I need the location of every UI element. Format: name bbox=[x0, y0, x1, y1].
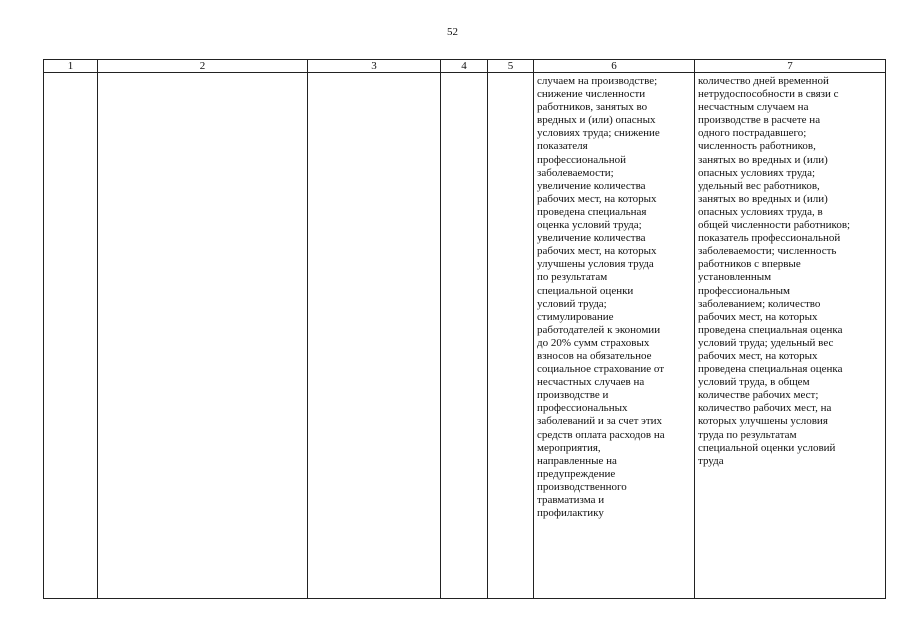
text-line: профилактику bbox=[537, 507, 604, 520]
text-line: труда bbox=[698, 454, 724, 467]
text-line: занятых во вредных и (или) bbox=[698, 153, 828, 166]
text-line: специальной оценки условий bbox=[698, 441, 836, 454]
text-line: несчастных случаев на bbox=[537, 376, 645, 389]
cell-col-6-text bbox=[534, 73, 694, 520]
text-line: условий труда; удельный вес bbox=[698, 336, 834, 349]
text-line: количество рабочих мест, на bbox=[698, 402, 832, 415]
header-row bbox=[44, 60, 886, 73]
text-line: улучшены условия труда bbox=[537, 258, 654, 271]
text-line: установленным bbox=[698, 271, 772, 284]
column-header-3: 3 bbox=[308, 60, 441, 73]
text-line: профессиональным bbox=[698, 284, 790, 297]
cell-col-5 bbox=[488, 73, 534, 599]
text-line: увеличение количества bbox=[537, 179, 646, 192]
text-line: заболеваемости; bbox=[537, 166, 614, 179]
column-header-1: 1 bbox=[44, 60, 98, 73]
text-line: производстве и bbox=[537, 389, 609, 402]
column-header-4: 4 bbox=[441, 60, 488, 73]
text-line: рабочих мест, на которых bbox=[698, 310, 818, 323]
text-line: оценка условий труда; bbox=[537, 219, 642, 232]
text-line: до 20% сумм страховых bbox=[537, 336, 650, 349]
text-line: работников, занятых во bbox=[537, 101, 648, 114]
cell-col-2 bbox=[98, 73, 308, 599]
text-line: направленные на bbox=[537, 454, 617, 467]
text-line: проведена специальная оценка bbox=[698, 323, 843, 336]
text-line: средств оплата расходов на bbox=[537, 428, 665, 441]
text-line: профессиональных bbox=[537, 402, 628, 415]
text-line: показатель профессиональной bbox=[698, 232, 841, 245]
cell-col-7-text bbox=[695, 73, 885, 468]
column-header-6: 6 bbox=[534, 60, 695, 73]
text-line: по результатам bbox=[537, 271, 608, 284]
text-line: взносов на обязательное bbox=[537, 349, 652, 362]
text-line: опасных условиях труда; bbox=[698, 166, 816, 179]
column-header-2: 2 bbox=[98, 60, 308, 73]
text-line: условиях труда; снижение bbox=[537, 127, 660, 140]
text-line: несчастным случаем на bbox=[698, 101, 809, 114]
text-line: проведена специальная bbox=[537, 205, 647, 218]
text-line: численность работников, bbox=[698, 140, 816, 153]
cell-col-7 bbox=[695, 73, 886, 599]
cell-col-6 bbox=[534, 73, 695, 599]
column-header-5: 5 bbox=[488, 60, 534, 73]
cell-col-3 bbox=[308, 73, 441, 599]
text-line: специальной оценки bbox=[537, 284, 634, 297]
text-line: снижение численности bbox=[537, 88, 646, 101]
text-line: производстве в расчете на bbox=[698, 114, 821, 127]
text-line: заболеваемости; численность bbox=[698, 245, 837, 258]
text-line: вредных и (или) опасных bbox=[537, 114, 656, 127]
text-line: которых улучшены условия bbox=[698, 415, 828, 428]
text-line: производственного bbox=[537, 480, 627, 493]
text-line: занятых во вредных и (или) bbox=[698, 192, 828, 205]
cell-col-4 bbox=[441, 73, 488, 599]
text-line: социальное страхование от bbox=[537, 363, 665, 376]
text-line: рабочих мест, на которых bbox=[537, 245, 657, 258]
text-line: случаем на производстве; bbox=[537, 75, 658, 87]
text-line: мероприятия, bbox=[537, 441, 601, 454]
text-line: рабочих мест, на которых bbox=[537, 192, 657, 205]
table-row bbox=[44, 73, 886, 599]
text-line: удельный вес работников, bbox=[698, 179, 820, 192]
text-line: условий труда, в общем bbox=[698, 376, 810, 389]
text-line: условий труда; bbox=[537, 297, 607, 310]
text-line: количество дней временной bbox=[698, 75, 829, 87]
text-line: заболеванием; количество bbox=[698, 297, 821, 310]
text-line: увеличение количества bbox=[537, 232, 646, 245]
text-line: одного пострадавшего; bbox=[698, 127, 807, 140]
text-line: профессиональной bbox=[537, 153, 626, 166]
text-line: опасных условиях труда, в bbox=[698, 205, 823, 218]
text-line: стимулирование bbox=[537, 310, 614, 323]
text-line: количестве рабочих мест; bbox=[698, 389, 819, 402]
text-line: рабочих мест, на которых bbox=[698, 349, 818, 362]
text-line: общей численности работников; bbox=[698, 219, 851, 232]
text-line: предупреждение bbox=[537, 467, 616, 480]
cell-col-1 bbox=[44, 73, 98, 599]
text-line: работников с впервые bbox=[698, 258, 801, 271]
text-line: показателя bbox=[537, 140, 588, 153]
text-line: нетрудоспособности в связи с bbox=[698, 88, 839, 101]
text-line: работодателей к экономии bbox=[537, 323, 661, 336]
text-line: заболеваний и за счет этих bbox=[537, 415, 663, 428]
text-line: труда по результатам bbox=[698, 428, 797, 441]
text-line: травматизма и bbox=[537, 494, 605, 506]
document-table bbox=[43, 59, 886, 599]
column-header-7: 7 bbox=[695, 60, 886, 73]
text-line: проведена специальная оценка bbox=[698, 363, 843, 376]
page-number: 52 bbox=[447, 26, 458, 38]
